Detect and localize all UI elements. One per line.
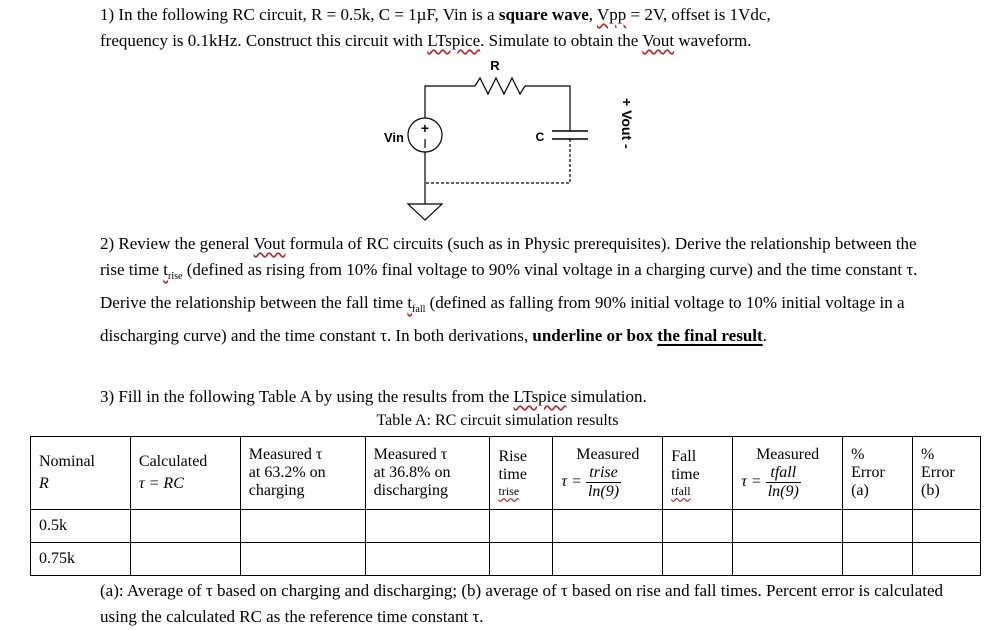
cell-error-b[interactable] bbox=[912, 543, 980, 576]
header-measured-charging: Measured τ at 63.2% on charging bbox=[240, 437, 365, 510]
cell-nominal: 0.5k bbox=[31, 510, 131, 543]
header-fall-time: Fall time tfall bbox=[663, 437, 733, 510]
header-nominal: Nominal R bbox=[31, 437, 131, 510]
header-measured-fall: Measured τ = $\frac{\text{tfall}}{\ln(9)}$ bbox=[733, 437, 843, 510]
cell-measured-fall[interactable] bbox=[733, 510, 843, 543]
cell-measured-discharging[interactable] bbox=[365, 510, 490, 543]
footnote: (a): Average of τ based on charging and discharging; (b) average of τ based on rise and fall times. Percent error is calculated using the calculated RC as the reference time constant τ. bbox=[100, 581, 944, 626]
cell-fall-time[interactable] bbox=[663, 510, 733, 543]
cell-measured-rise[interactable] bbox=[553, 510, 663, 543]
header-error-b: % Error (b) bbox=[912, 437, 980, 510]
cell-measured-fall[interactable] bbox=[733, 543, 843, 576]
rc-circuit-diagram bbox=[380, 58, 635, 228]
question-3: 3) Fill in the following Table A by using the results from the LTspice simulation. bbox=[100, 387, 647, 406]
cell-fall-time[interactable] bbox=[663, 543, 733, 576]
cell-measured-discharging[interactable] bbox=[365, 543, 490, 576]
cell-nominal: 0.75k bbox=[31, 543, 131, 576]
cell-measured-charging[interactable] bbox=[240, 510, 365, 543]
cell-error-a[interactable] bbox=[843, 510, 913, 543]
wire-top-left bbox=[425, 86, 475, 118]
cell-calculated[interactable] bbox=[130, 510, 240, 543]
header-calculated: Calculated τ = RC bbox=[130, 437, 240, 510]
wire-bottom-right bbox=[425, 139, 570, 183]
header-measured-rise: Measured τ = $\frac{\text{trise}}{\ln(9)}$ bbox=[553, 437, 663, 510]
vout-label: + Vout - bbox=[619, 98, 635, 149]
wire-top-right bbox=[525, 86, 570, 131]
ground-icon bbox=[408, 204, 442, 220]
resistor-label: R bbox=[490, 58, 500, 73]
header-measured-discharging: Measured τ at 36.8% on discharging bbox=[365, 437, 490, 510]
cell-rise-time[interactable] bbox=[490, 510, 553, 543]
cell-rise-time[interactable] bbox=[490, 543, 553, 576]
cell-measured-rise[interactable] bbox=[553, 543, 663, 576]
vin-label: Vin bbox=[384, 130, 404, 145]
question-2: 2) Review the general Vout formula of RC circuits (such as in Physic prerequisites). Derive the relationship between the rise time $t_{rise}$ (defined as rising from 10% final voltage to 90% vinal voltage in a charging curve) and the time constant τ. Derive the relationship between the fall time $t_{fall}$ (defined as falling from 90% initial voltage to 10% initial voltage in a discharging curve) and the time constant τ. In both derivations, underline or box the final result. bbox=[100, 234, 918, 345]
table-row bbox=[31, 510, 981, 543]
question-1: 1) In the following RC circuit, R = 0.5k, C = 1µF, Vin is a square wave, Vpp = 2V, offset is 1Vdc, frequency is 0.1kHz. Construct this circuit with LTspice. Simulate to obtain the Vout waveform. bbox=[100, 5, 771, 50]
table-header-row bbox=[31, 437, 981, 510]
results-table bbox=[30, 436, 981, 576]
plus-sign: + bbox=[420, 120, 430, 136]
header-rise-time: Rise time trise bbox=[490, 437, 553, 510]
cell-calculated[interactable] bbox=[130, 543, 240, 576]
header-error-a: % Error (a) bbox=[843, 437, 913, 510]
cell-error-b[interactable] bbox=[912, 510, 980, 543]
table-row bbox=[31, 543, 981, 576]
resistor bbox=[475, 78, 525, 94]
cell-measured-charging[interactable] bbox=[240, 543, 365, 576]
table-caption: Table A: RC circuit simulation results bbox=[376, 412, 619, 429]
capacitor-label: C bbox=[535, 130, 545, 144]
cell-error-a[interactable] bbox=[843, 543, 913, 576]
